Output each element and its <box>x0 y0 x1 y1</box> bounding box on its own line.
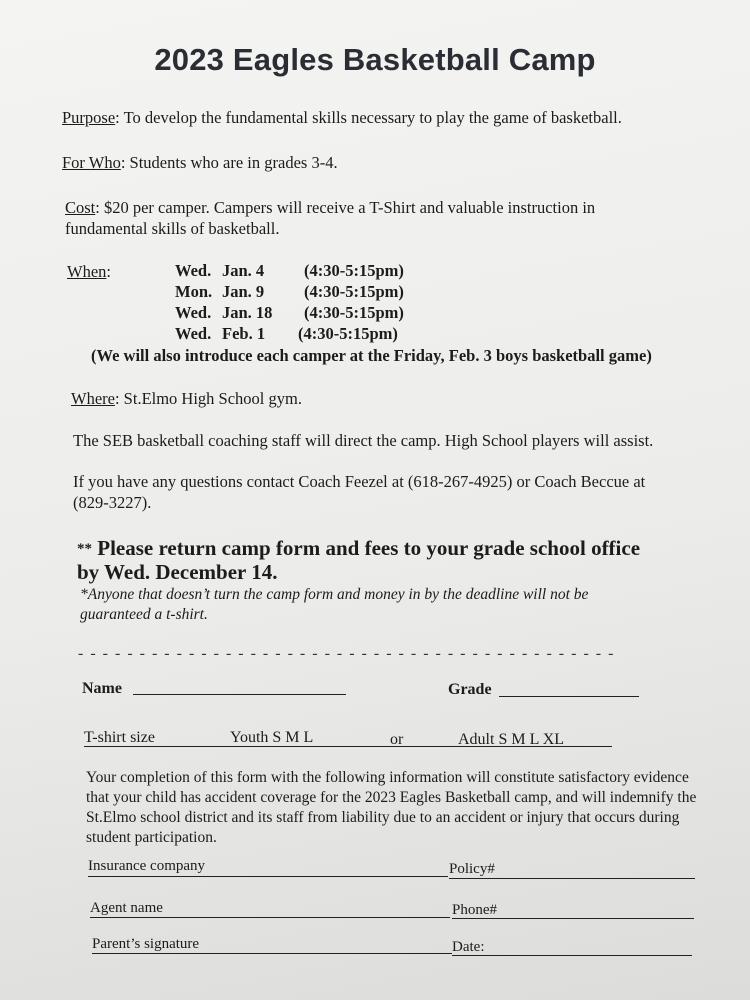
cost-line-2: fundamental skills of basketball. <box>65 219 280 238</box>
when-day: Wed. <box>175 261 212 280</box>
policy-label: Policy# <box>449 861 495 877</box>
when-date: Jan. 4 <box>222 261 265 280</box>
cost-text: : $20 per camper. Campers will receive a T-Shirt and valuable instruction in <box>95 198 596 217</box>
for-who-text: : Students who are in grades 3-4. <box>120 153 338 172</box>
signature-label: Parent’s signature <box>92 936 200 952</box>
where-text: : St.Elmo High School gym. <box>114 389 302 408</box>
insurance-input-line[interactable] <box>88 876 448 877</box>
when-date: Feb. 1 <box>222 324 266 343</box>
return-notice <box>77 535 640 562</box>
purpose-label: Purpose <box>62 108 116 127</box>
when-time: (4:30-5:15pm) <box>304 303 404 322</box>
cost-line <box>65 197 595 218</box>
insurance-label: Insurance company <box>88 858 206 874</box>
liability-paragraph: Your completion of this form with the following information will constitute satisfactory evidence that your child has accident coverage for the 2023 Eagles Basketball camp, and will indemnify the St.Elmo school district and its staff from liability due to an accident or injury that occurs during student participation. <box>86 769 697 846</box>
policy-input-line[interactable] <box>449 878 695 879</box>
phone-input-line[interactable] <box>452 918 694 919</box>
agent-label: Agent name <box>90 900 163 916</box>
deadline-note-2: guaranteed a t-shirt. <box>80 606 208 623</box>
where-line <box>71 388 302 409</box>
name-label: Name <box>82 680 122 697</box>
stars: ** <box>77 541 92 557</box>
grade-input-line[interactable] <box>499 696 639 697</box>
date-input-line[interactable] <box>452 955 692 956</box>
contact-line: If you have any questions contact Coach Feezel at (618-267-4925) or Coach Beccue at <box>73 472 646 491</box>
when-time: (4:30-5:15pm) <box>298 324 398 343</box>
when-date-row <box>175 261 404 281</box>
purpose-text: : To develop the fundamental skills necessary to play the game of basketball. <box>115 108 622 127</box>
when-day: Mon. <box>175 282 213 301</box>
signature-input-line[interactable] <box>92 953 452 954</box>
cut-line: - - - - - - - - - - - - - - - - - - - - - - - - - - - - - - - - - - - - - - - - - - - - <box>78 645 615 662</box>
adult-sizes[interactable]: Adult S M L XL <box>458 731 565 748</box>
name-input-line[interactable] <box>133 694 346 695</box>
for-who-line <box>62 152 338 173</box>
return-deadline: by Wed. December 14. <box>77 560 278 584</box>
page-title: 2023 Eagles Basketball Camp <box>154 42 596 77</box>
agent-input-line[interactable] <box>90 917 450 918</box>
when-time: (4:30-5:15pm) <box>304 282 404 301</box>
or-text: or <box>390 731 404 748</box>
when-day: Wed. <box>175 324 212 343</box>
staff-line: The SEB basketball coaching staff will direct the camp. High School players will assist. <box>73 431 654 450</box>
cost-label: Cost <box>65 198 96 217</box>
when-date-row <box>175 303 404 323</box>
for-who-label: For Who <box>62 153 121 172</box>
grade-label: Grade <box>448 681 492 698</box>
when-date: Jan. 9 <box>222 282 265 301</box>
tshirt-line <box>84 746 612 747</box>
when-date: Jan. 18 <box>222 303 273 322</box>
when-note: (We will also introduce each camper at the Friday, Feb. 3 boys basketball game) <box>91 346 652 365</box>
purpose-line <box>62 107 622 128</box>
when-time: (4:30-5:15pm) <box>304 261 404 280</box>
when-label-line: When: <box>67 262 111 281</box>
where-label: Where <box>71 389 115 408</box>
return-notice-text: Please return camp form and fees to your grade school office <box>97 536 641 560</box>
when-date-row <box>175 282 404 302</box>
youth-sizes[interactable]: Youth S M L <box>230 729 314 746</box>
phone-label: Phone# <box>452 902 497 918</box>
when-date-row <box>175 324 398 344</box>
deadline-note: *Anyone that doesn’t turn the camp form and money in by the deadline will not be <box>80 586 589 603</box>
date-label: Date: <box>452 939 485 955</box>
when-day: Wed. <box>175 303 212 322</box>
contact-line-2: (829-3227). <box>73 493 152 512</box>
when-label: When <box>67 262 107 281</box>
tshirt-label: T-shirt size <box>84 729 155 746</box>
